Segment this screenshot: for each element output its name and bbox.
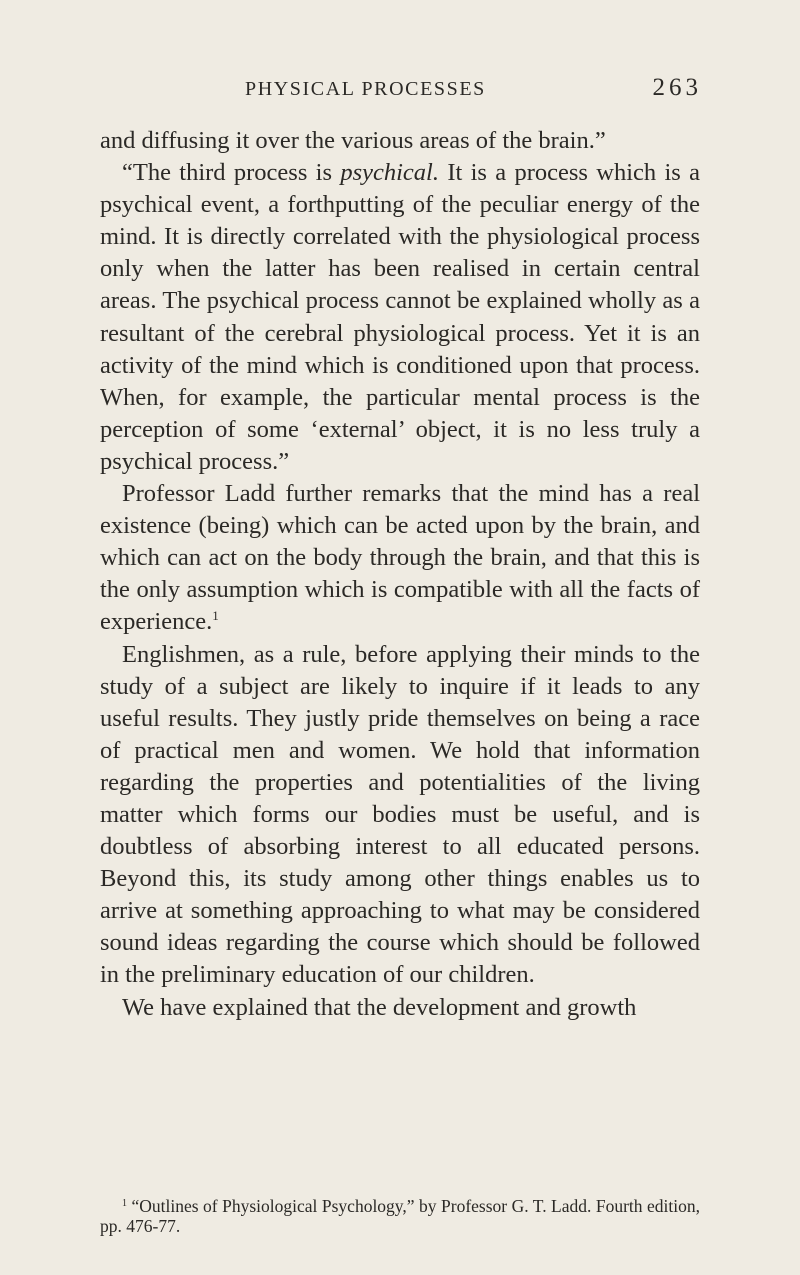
footnote — [100, 1196, 700, 1236]
footnote-marker: 1 — [122, 1198, 127, 1209]
footnote-reference: 1 — [212, 608, 219, 624]
page-header — [100, 70, 700, 110]
page-number: 263 — [652, 74, 702, 101]
footnote-body: “Outlines of Physiological Psychology,” by Professor G. T. Ladd. Fourth edition, pp. 476-77. — [100, 1196, 701, 1236]
paragraph-development: We have explained that the development and growth — [122, 993, 637, 1021]
main-text — [100, 125, 700, 1024]
paragraph-ladd-text: Professor Ladd further remarks that the mind has a real existence (being) which can be acted upon by the brain, and which can act on the body through the brain, and that this is the only assumption which is compatible with all the facts of experience. — [100, 480, 700, 636]
running-head: PHYSICAL PROCESSES — [245, 78, 486, 100]
paragraph-quote — [100, 157, 700, 478]
paragraph-ladd — [100, 478, 700, 638]
footnote-text — [100, 1196, 700, 1236]
paragraph-englishmen: Englishmen, as a rule, before applying their minds to the study of a subject are likely to inquire if it leads to any useful results. They justly pride themselves on being a race of practical men and women. We hold that information regarding the properties and potentialities of the living matter which forms our bodies must be useful, and is doubtless of absorbing interest to all educated persons. Beyond this, its study among other things enables us to arrive at something approaching to what may be considered sound ideas regarding the course which should be followed in the preliminary education of our children. — [100, 640, 700, 989]
italic-term: psychical. — [340, 159, 439, 187]
quote-text-start: “The third process is — [122, 159, 341, 187]
paragraph-continuation: and diffusing it over the various areas of the brain.” — [100, 127, 606, 154]
quote-text-rest: It is a process which is a psychical event, a forthputting of the peculiar energy of the mind. It is directly correlated with the physiological process only when the latter has been realised in certain central areas. The psychical process cannot be explained wholly as a resultant of the cerebral physiological process. Yet it is an activity of the mind which is conditioned upon that process. When, for example, the particular mental process is the perception of some ‘external’ object, it is no less truly a psychical process.” — [100, 159, 700, 475]
